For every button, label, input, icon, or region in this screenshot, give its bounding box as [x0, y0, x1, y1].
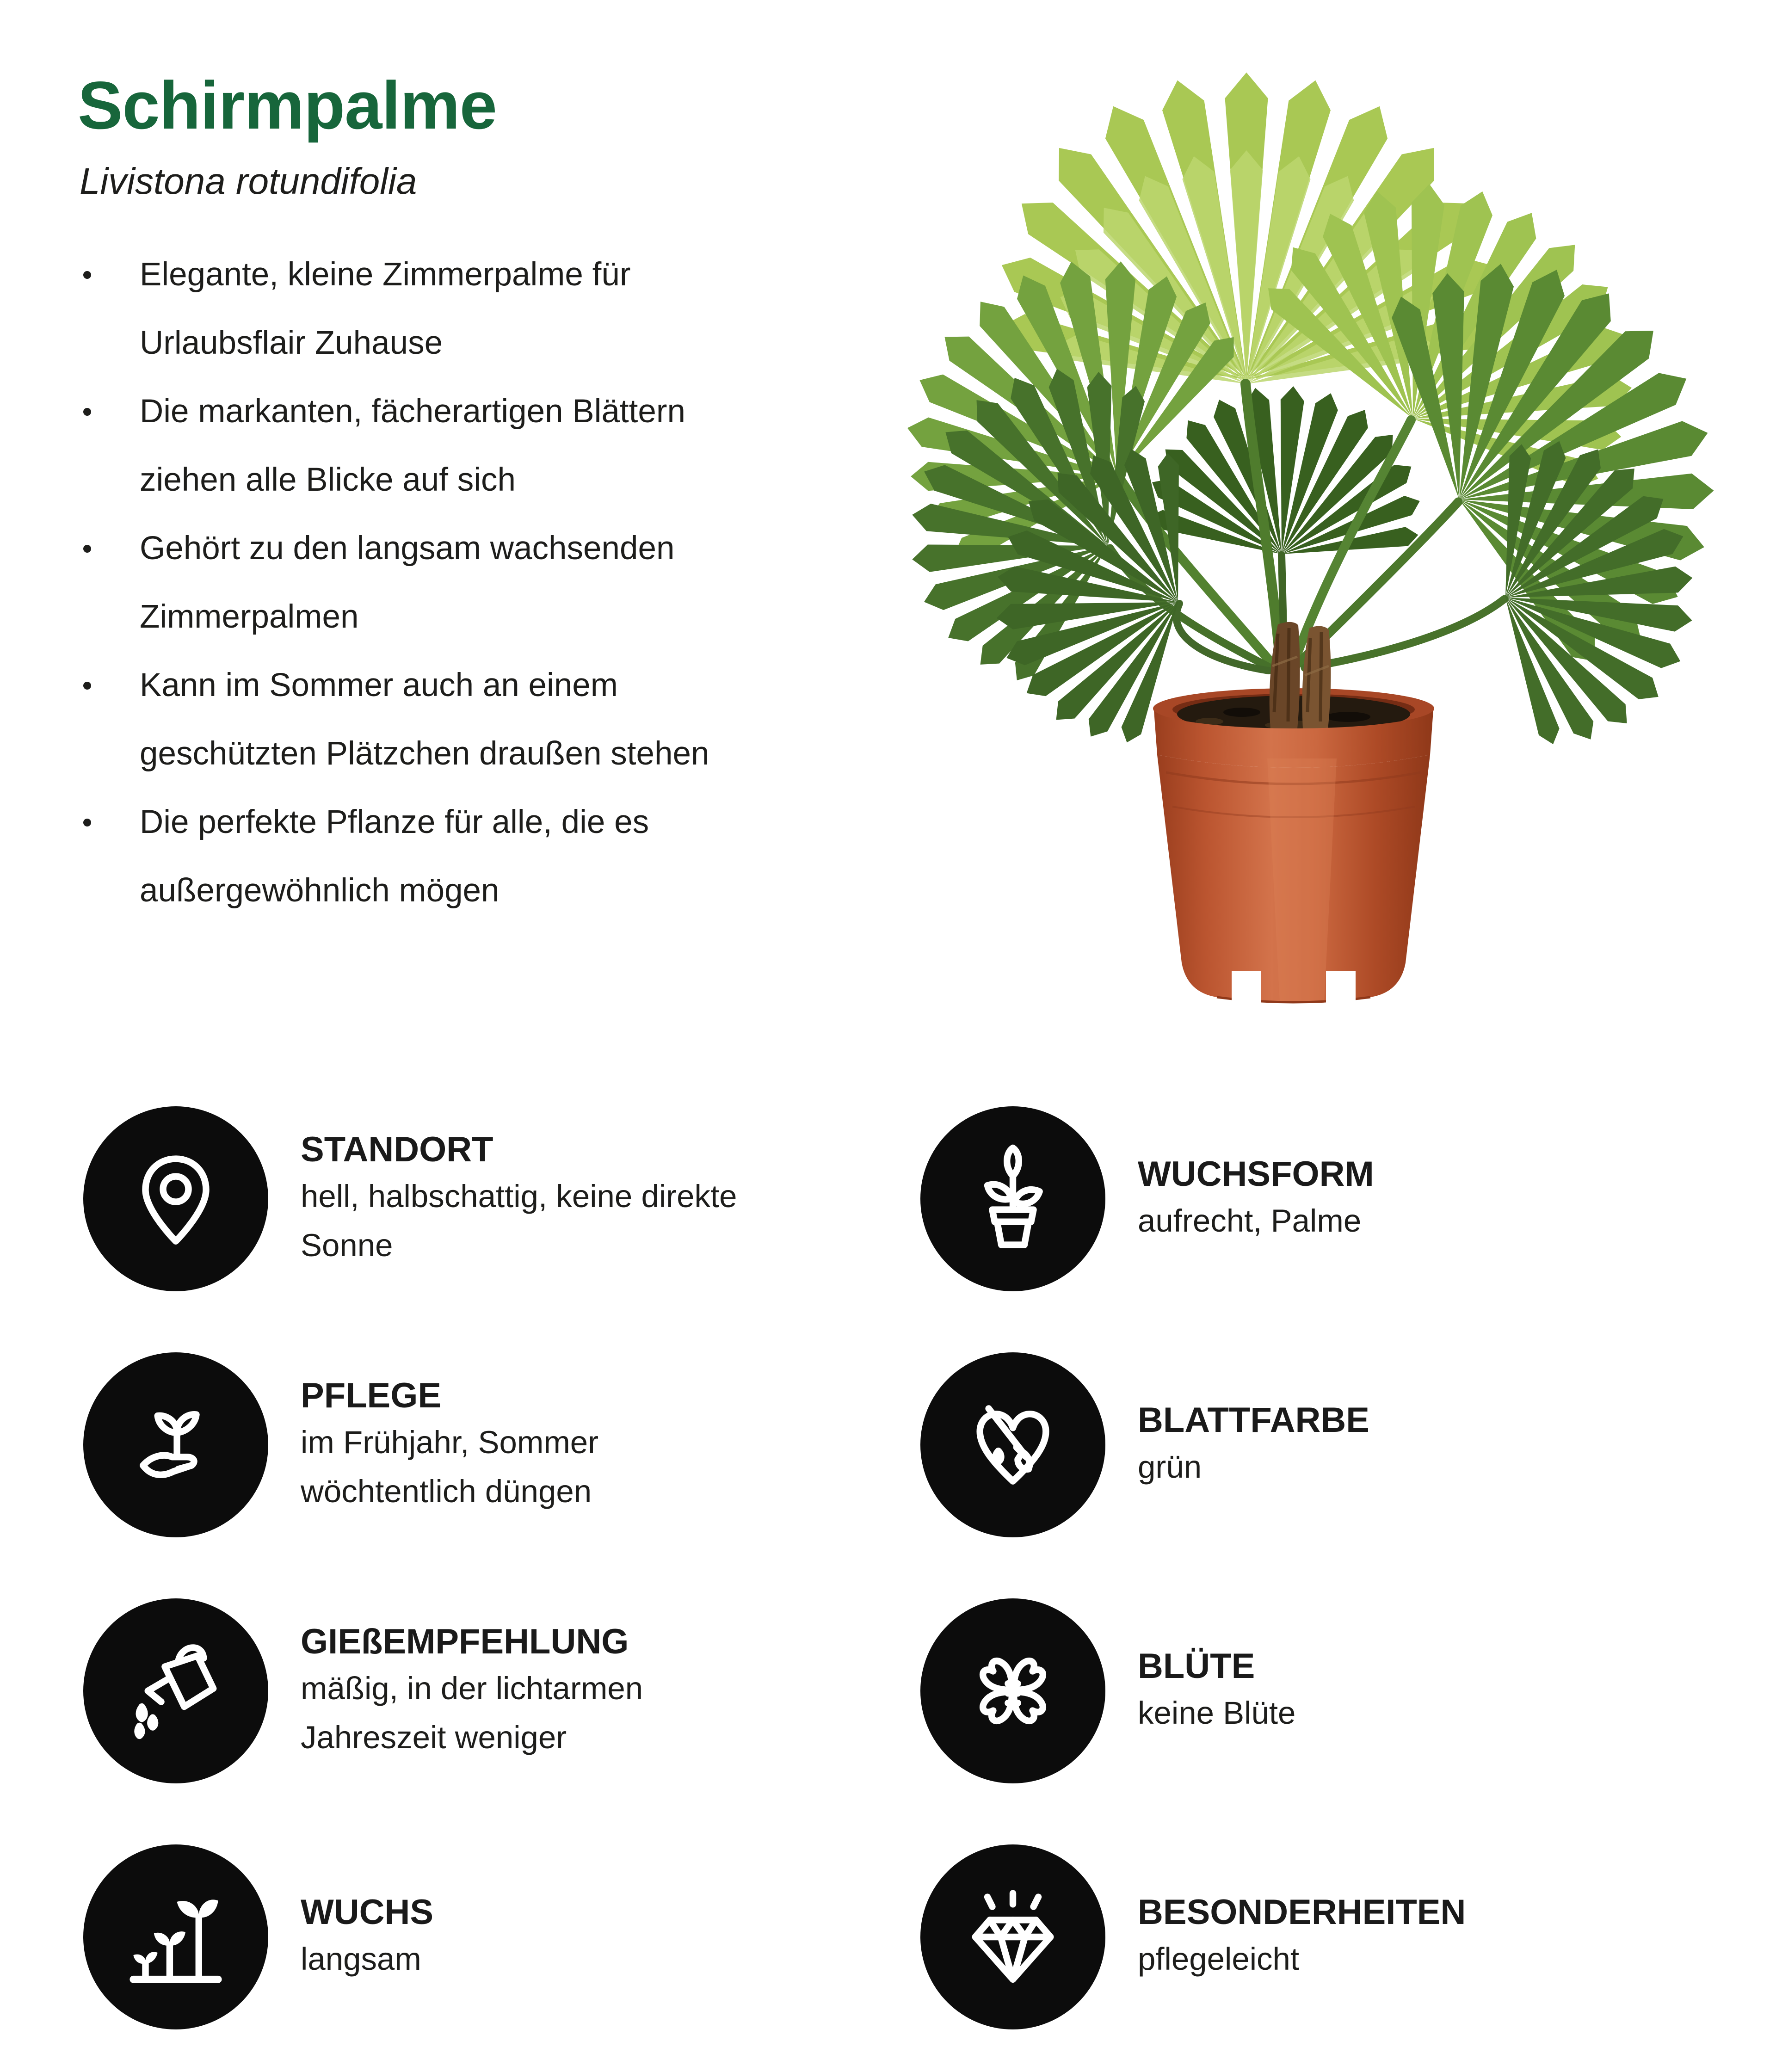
attribute-wuchs: [83, 1844, 920, 2029]
attribute-value: grün: [1138, 1449, 1202, 1485]
attribute-value: keine Blüte: [1138, 1695, 1296, 1731]
location-pin-icon: [83, 1106, 268, 1291]
bullet-line: Die perfekte Pflanze für alle, die es: [140, 804, 649, 840]
attribute-value: langsam: [301, 1941, 421, 1977]
page-title: Schirmpalme: [78, 68, 497, 143]
bullet-line: außergewöhnlich mögen: [140, 872, 500, 909]
attribute-blattfarbe: [920, 1352, 1688, 1537]
attribute-grid: [83, 1106, 1688, 2029]
attribute-value: pflegeleicht: [1138, 1941, 1300, 1977]
bullet-line: Urlaubsflair Zuhause: [140, 325, 443, 361]
list-item: [79, 651, 846, 788]
attribute-besonderheiten: [920, 1844, 1688, 2029]
attribute-title: BLÜTE: [1138, 1646, 1255, 1686]
attribute-value: aufrecht, Palme: [1138, 1203, 1362, 1239]
hand-sprout-icon: [83, 1352, 268, 1537]
attribute-title: WUCHS: [301, 1893, 434, 1932]
bullet-line: Die markanten, fächerartigen Blättern: [140, 393, 685, 430]
bullet-line: ziehen alle Blicke auf sich: [140, 462, 516, 498]
potted-plant-icon: [920, 1106, 1105, 1291]
attribute-giessempfehlung: [83, 1598, 920, 1783]
fan-palm-illustration: [812, 9, 1760, 1034]
diamond-icon: [920, 1844, 1105, 2029]
attribute-value: hell, halbschattig, keine direkte: [301, 1178, 737, 1214]
list-item: [79, 240, 846, 377]
attribute-title: STANDORT: [301, 1130, 493, 1169]
attribute-value: mäßig, in der lichtarmen: [301, 1671, 643, 1706]
attribute-title: BLATTFARBE: [1138, 1400, 1369, 1440]
attribute-pflege: [83, 1352, 920, 1537]
attribute-title: BESONDERHEITEN: [1138, 1893, 1466, 1932]
attribute-value: Jahreszeit weniger: [301, 1720, 567, 1755]
bullet-line: Elegante, kleine Zimmerpalme für: [140, 256, 631, 293]
growing-sprouts-icon: [83, 1844, 268, 2029]
bullet-line: Kann im Sommer auch an einem: [140, 667, 618, 703]
attribute-title: PFLEGE: [301, 1376, 442, 1415]
attribute-standort: [83, 1106, 920, 1291]
attribute-value: Sonne: [301, 1227, 393, 1263]
list-item: [79, 514, 846, 651]
bullet-line: Zimmerpalmen: [140, 598, 359, 635]
attribute-bluete: [920, 1598, 1688, 1783]
feature-list: [79, 240, 846, 925]
flower-icon: [920, 1598, 1105, 1783]
botanical-name: Livistona rotundifolia: [80, 160, 417, 202]
list-item: [79, 788, 846, 925]
plant-photo: [812, 9, 1760, 1034]
list-item: [79, 377, 846, 514]
attribute-title: WUCHSFORM: [1138, 1154, 1374, 1194]
attribute-title: GIEßEMPFEHLUNG: [301, 1622, 629, 1661]
watering-can-icon: [83, 1598, 268, 1783]
bullet-line: Gehört zu den langsam wachsenden: [140, 530, 675, 567]
attribute-wuchsform: [920, 1106, 1688, 1291]
attribute-value: im Frühjahr, Sommer: [301, 1424, 599, 1460]
attribute-value: wöchtentlich düngen: [301, 1474, 592, 1509]
leaf-paintbrush-icon: [920, 1352, 1105, 1537]
bullet-line: geschützten Plätzchen draußen stehen: [140, 735, 709, 772]
